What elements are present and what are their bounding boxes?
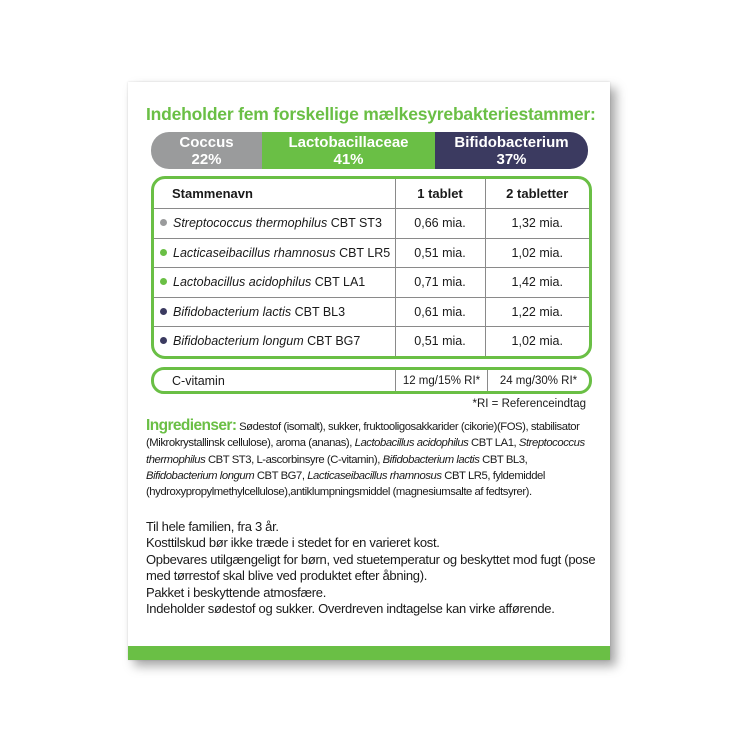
vitamin-two-tablets: 24 mg/30% RI* bbox=[487, 370, 589, 391]
header-one-tablet: 1 tablet bbox=[395, 179, 485, 209]
table-header-row bbox=[154, 179, 589, 209]
note-line: Opbevares utilgængeligt for børn, ved stuetemperatur og beskyttet mod fugt (pose med tørrestof skal blive ved produktet efter åbning). bbox=[146, 551, 596, 584]
one-tablet-value: 0,61 mia. bbox=[395, 297, 485, 327]
ingredients-text: Sødestof (isomalt), sukker, fruktooligosakkarider (cikorie)(FOS), stabilisator (Mikrokrystallinsk cellulose), aroma (ananas), bbox=[146, 421, 580, 450]
grey-dot-icon bbox=[160, 219, 167, 226]
strain-cell bbox=[154, 268, 395, 298]
strain-cell bbox=[154, 238, 395, 268]
ingredients-paragraph bbox=[146, 418, 600, 500]
ingredients-text: CBT LA1, bbox=[468, 437, 519, 450]
vitamin-c-row bbox=[151, 367, 592, 394]
table-row bbox=[154, 268, 589, 298]
two-tablets-value: 1,02 mia. bbox=[485, 327, 589, 357]
segment-lactobacillaceae bbox=[262, 132, 435, 169]
species-name: Bifidobacterium lactis bbox=[173, 304, 292, 319]
segment-bifidobacterium bbox=[435, 132, 588, 169]
strain-cell bbox=[154, 297, 395, 327]
strain-code: CBT BL3 bbox=[291, 304, 346, 319]
headline: Indeholder fem forskellige mælkesyrebakteriestammer: bbox=[146, 104, 596, 124]
total-label bbox=[154, 356, 395, 359]
segment-coccus bbox=[151, 132, 262, 169]
ingredients-text: CBT ST3, L-ascorbinsyre (C-vitamin), bbox=[205, 453, 383, 466]
strain-table bbox=[151, 176, 592, 359]
segment-coccus-percent: 22% bbox=[191, 151, 222, 168]
total-row bbox=[154, 356, 589, 359]
navy-dot-icon bbox=[160, 308, 167, 315]
ingredients-species: Bifidobacterium longum bbox=[146, 469, 255, 482]
green-dot-icon bbox=[160, 278, 167, 285]
ingredients-species: Bifidobacterium lactis bbox=[382, 453, 480, 466]
segment-bifidobacterium-name: Bifidobacterium bbox=[454, 134, 569, 151]
vitamin-label: C-vitamin bbox=[172, 373, 225, 388]
strain-code: CBT LR5 bbox=[335, 245, 391, 260]
strain-cell bbox=[154, 209, 395, 239]
one-tablet-value: 0,66 mia. bbox=[395, 209, 485, 239]
table-row bbox=[154, 238, 589, 268]
species-name: Lacticaseibacillus rhamnosus bbox=[173, 245, 336, 260]
ingredients-species: Lacticaseibacillus rhamnosus bbox=[307, 469, 442, 482]
note-line: Kosttilskud bør ikke træde i stedet for en varieret kost. bbox=[146, 535, 440, 551]
note-line: Indeholder sødestof og sukker. Overdreven indtagelse kan virke afførende. bbox=[146, 601, 555, 617]
ingredients-text: CBT BG7, bbox=[254, 469, 308, 482]
two-tablets-value: 1,22 mia. bbox=[485, 297, 589, 327]
green-dot-icon bbox=[160, 249, 167, 256]
ingredients-species: Streptococcus thermophilus bbox=[146, 437, 585, 466]
ingredients-text: CBT BL3, bbox=[479, 453, 528, 466]
total-one-tablet bbox=[395, 356, 485, 359]
two-tablets-value: 1,32 mia. bbox=[485, 209, 589, 239]
table-row bbox=[154, 327, 589, 357]
species-name: Streptococcus thermophilus bbox=[173, 216, 328, 231]
strain-code: CBT LA1 bbox=[311, 275, 366, 290]
ingredients-text: CBT LR5, fyldemiddel (hydroxypropylmethylcellulose),antiklumpningsmiddel (magnesiumsalte af fedtsyrer). bbox=[146, 469, 545, 499]
header-two-tablets: 2 tabletter bbox=[485, 179, 589, 209]
ri-footnote: *RI = Referenceindtag bbox=[472, 398, 586, 410]
one-tablet-value: 0,71 mia. bbox=[395, 268, 485, 298]
note-line: Til hele familien, fra 3 år. bbox=[146, 519, 279, 534]
two-tablets-value: 1,42 mia. bbox=[485, 268, 589, 298]
one-tablet-value: 0,51 mia. bbox=[395, 327, 485, 357]
segment-coccus-name: Coccus bbox=[179, 134, 234, 151]
segment-lactobacillaceae-percent: 41% bbox=[333, 151, 364, 168]
total-two-tablets bbox=[485, 356, 589, 359]
ingredients-species: Lactobacillus acidophilus bbox=[354, 437, 469, 450]
two-tablets-value: 1,02 mia. bbox=[485, 238, 589, 268]
strain-cell bbox=[154, 327, 395, 357]
navy-dot-icon bbox=[160, 337, 167, 344]
note-line: Pakket i beskyttende atmosfære. bbox=[146, 584, 327, 600]
usage-notes bbox=[146, 519, 606, 617]
bottom-accent-bar bbox=[128, 646, 610, 660]
vitamin-one-tablet: 12 mg/15% RI* bbox=[395, 370, 487, 391]
table-row bbox=[154, 209, 589, 239]
table-row bbox=[154, 297, 589, 327]
species-name: Bifidobacterium longum bbox=[173, 334, 304, 349]
one-tablet-value: 0,51 mia. bbox=[395, 238, 485, 268]
strain-code: CBT ST3 bbox=[327, 216, 382, 231]
segment-lactobacillaceae-name: Lactobacillaceae bbox=[288, 134, 409, 151]
ingredients-title: Ingredienser: bbox=[146, 417, 237, 434]
product-label-panel bbox=[128, 82, 610, 660]
header-strain-name: Stammenavn bbox=[154, 179, 395, 209]
strain-code: CBT BG7 bbox=[303, 334, 361, 349]
segment-bifidobacterium-percent: 37% bbox=[496, 151, 527, 168]
composition-bar bbox=[151, 132, 588, 169]
species-name: Lactobacillus acidophilus bbox=[173, 275, 312, 290]
